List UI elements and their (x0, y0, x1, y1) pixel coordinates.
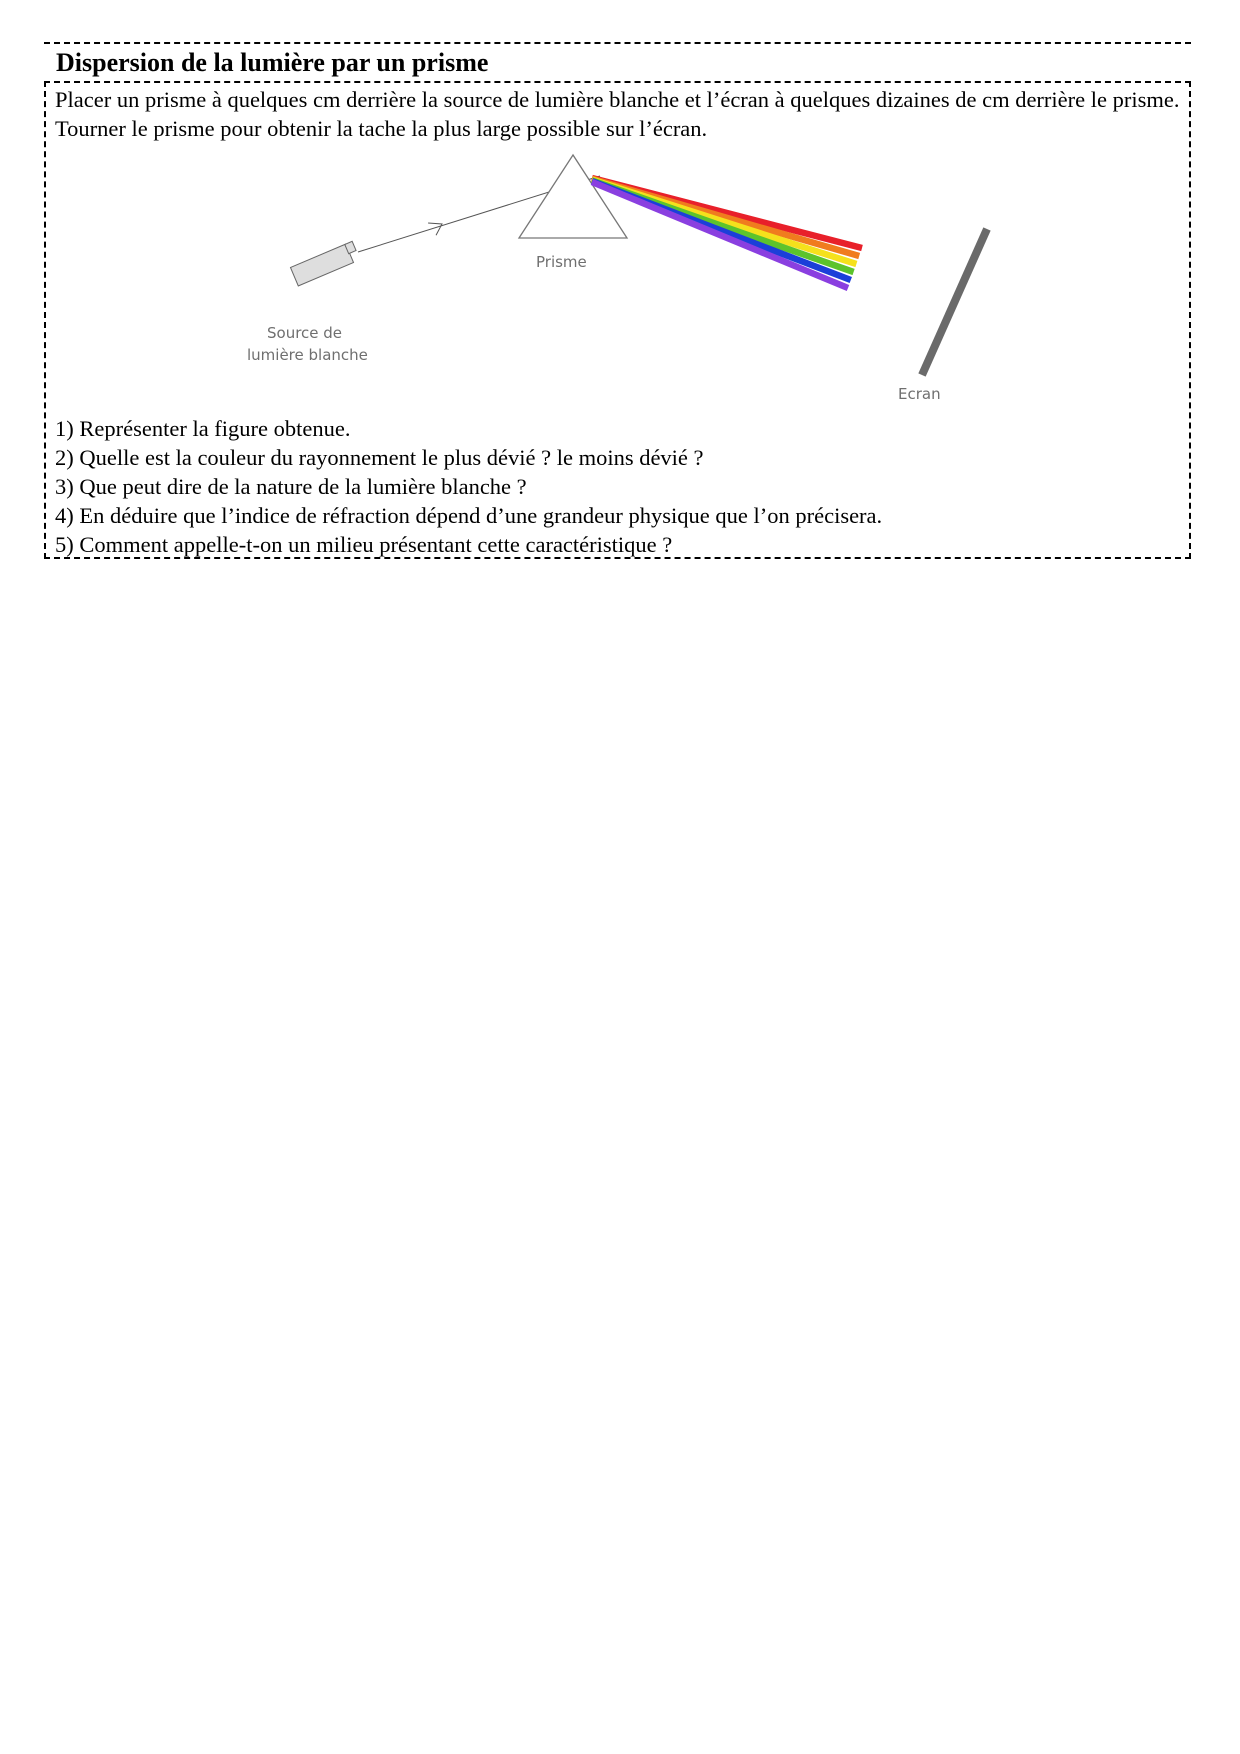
prism-label: Prisme (536, 253, 587, 271)
question-item: 2) Quelle est la couleur du rayonnement le plus dévié ? le moins dévié ? (55, 445, 704, 470)
question-item: 5) Comment appelle-t-on un milieu présentant cette caractéristique ? (55, 532, 673, 557)
spectrum-rays (592, 178, 862, 288)
screen-label: Ecran (898, 385, 941, 403)
source-label-line2: lumière blanche (247, 346, 368, 364)
exercise-intro: Placer un prisme à quelques cm derrière la source de lumière blanche et l’écran à quelques dizaines de cm derrière le prisme. Tourner le prisme pour obtenir la tache la plus large possible sur l’écran. (55, 87, 1180, 141)
question-item: 1) Représenter la figure obtenue. (55, 416, 351, 441)
light-source (290, 241, 356, 286)
top-dashed-rule (44, 42, 1191, 44)
screen-bar (922, 229, 987, 375)
question-item: 3) Que peut dire de la nature de la lumière blanche ? (55, 474, 527, 499)
question-list (55, 414, 1185, 559)
exercise-title: Dispersion de la lumière par un prisme (56, 48, 489, 77)
question-item: 4) En déduire que l’indice de réfraction dépend d’une grandeur physique que l’on précisera. (55, 503, 883, 528)
source-label-line1: Source de (267, 324, 343, 342)
prism-dispersion-figure (230, 145, 1030, 410)
